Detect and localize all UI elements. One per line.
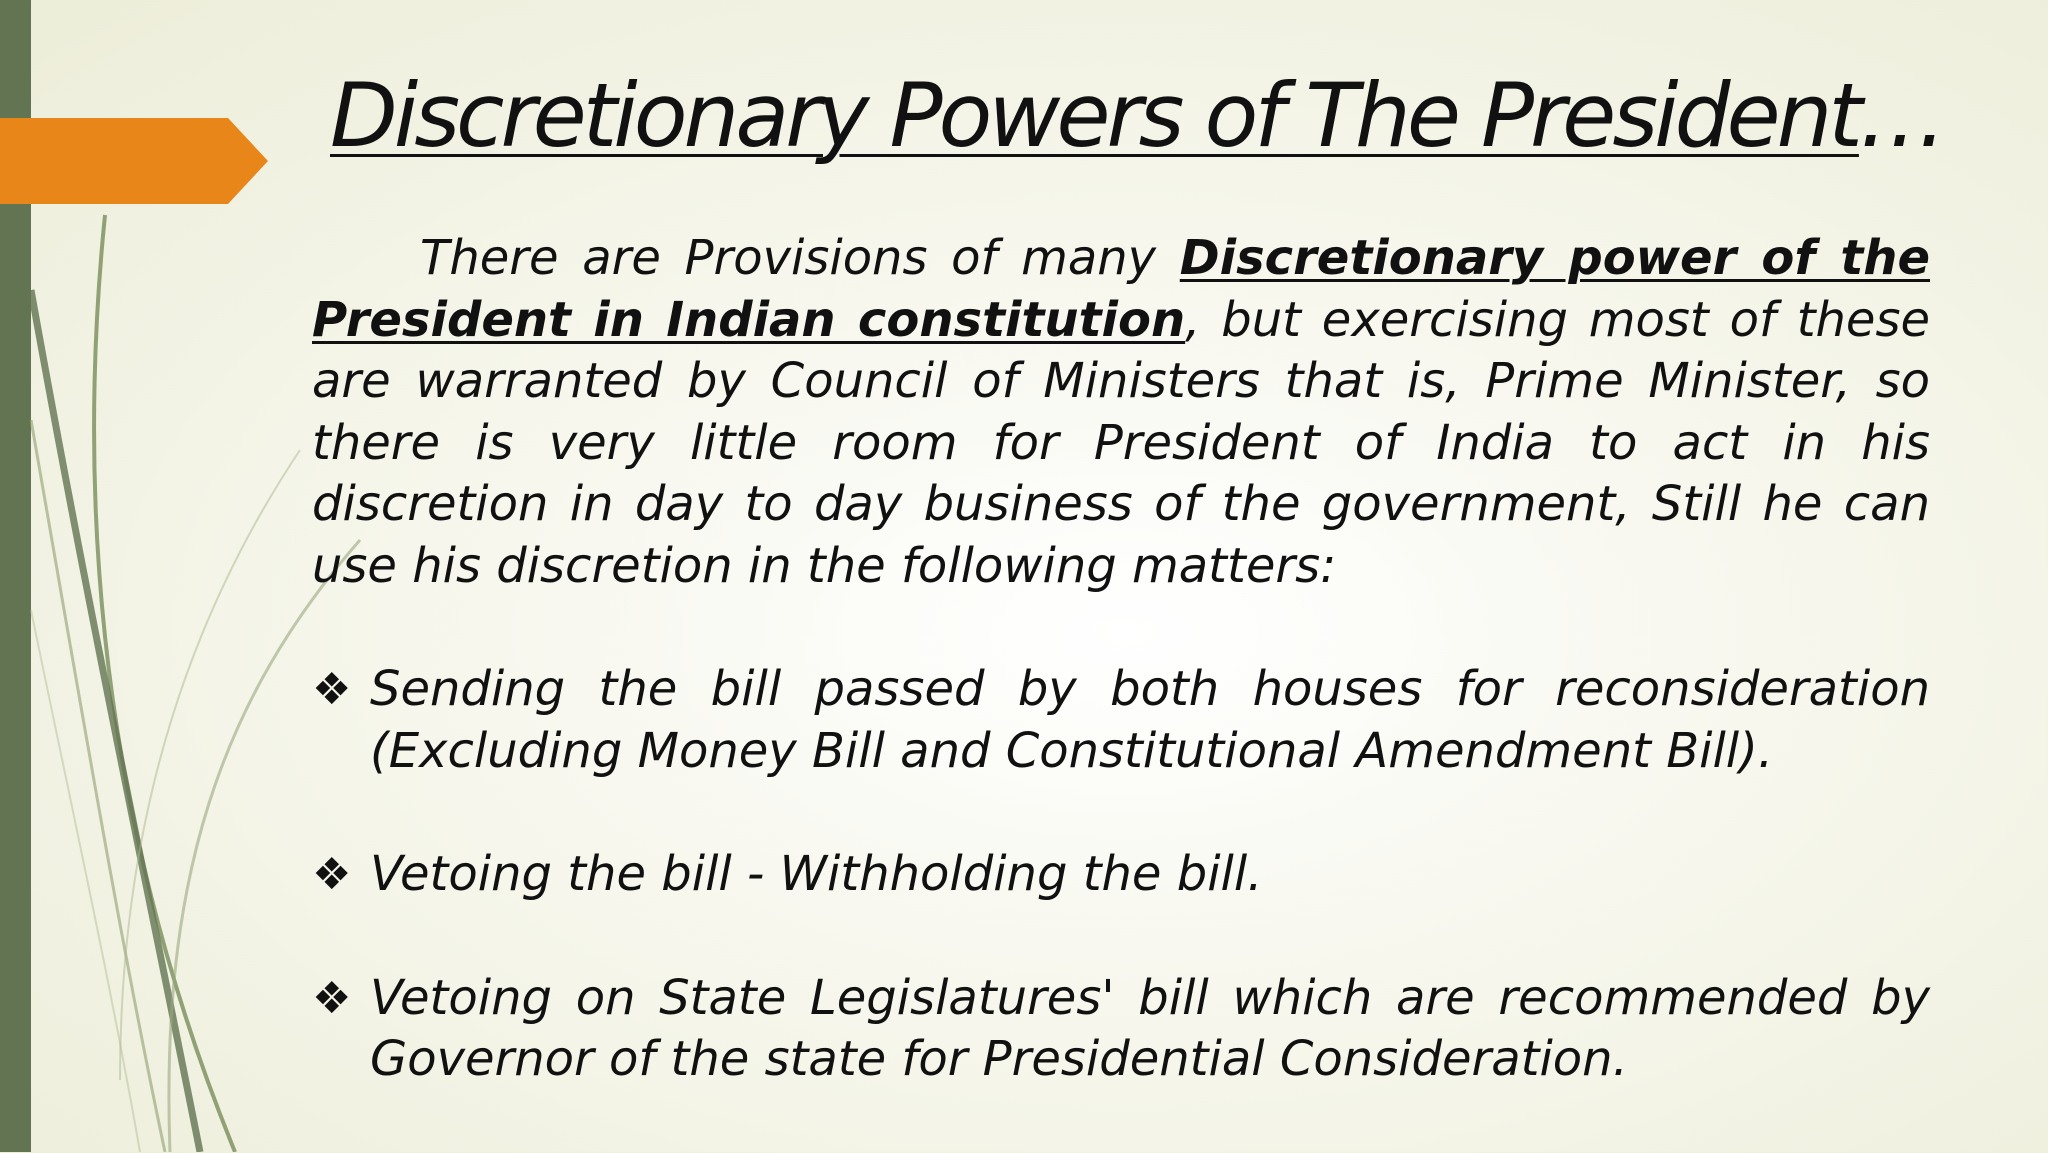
- intro-text-before: There are Provisions of many: [420, 230, 1180, 286]
- slide-title: [330, 64, 1943, 167]
- bullet-text: Vetoing the bill - Withholding the bill.: [370, 846, 1263, 902]
- slide-title-text: Discretionary Powers of The President: [330, 64, 1859, 167]
- intro-emphasis: Discretionary power of the President in Indian constitution: [312, 230, 1931, 348]
- bullet-list: [312, 659, 1930, 1091]
- intro-paragraph: [312, 228, 1930, 597]
- bullet-item-state-bill: [312, 968, 1930, 1091]
- bullet-text: Sending the bill passed by both houses for reconsideration (Excluding Money Bill and Constitutional Amendment Bill).: [370, 661, 1930, 779]
- slide-body: [312, 228, 1930, 1153]
- diamond-bullet-icon: ❖: [312, 664, 352, 715]
- diamond-bullet-icon: ❖: [312, 972, 352, 1024]
- diamond-bullet-icon: ❖: [312, 849, 352, 900]
- bullet-item-veto: [312, 844, 1930, 906]
- bullet-text: Vetoing on State Legislatures' bill which are recommended by Governor of the state for Presidential Consideration.: [370, 969, 1930, 1087]
- arrow-tab-icon: [0, 118, 268, 204]
- slide-title-ellipsis: …: [1858, 64, 1943, 167]
- intro-text-after: , but exercising most of these are warranted by Council of Ministers that is, Prime Minister, so there is very little room for President of India to act in his discretion in day to day business of the government, Still he can use his discretion in the following matters:: [312, 291, 1931, 594]
- bullet-item-reconsideration: [312, 659, 1930, 782]
